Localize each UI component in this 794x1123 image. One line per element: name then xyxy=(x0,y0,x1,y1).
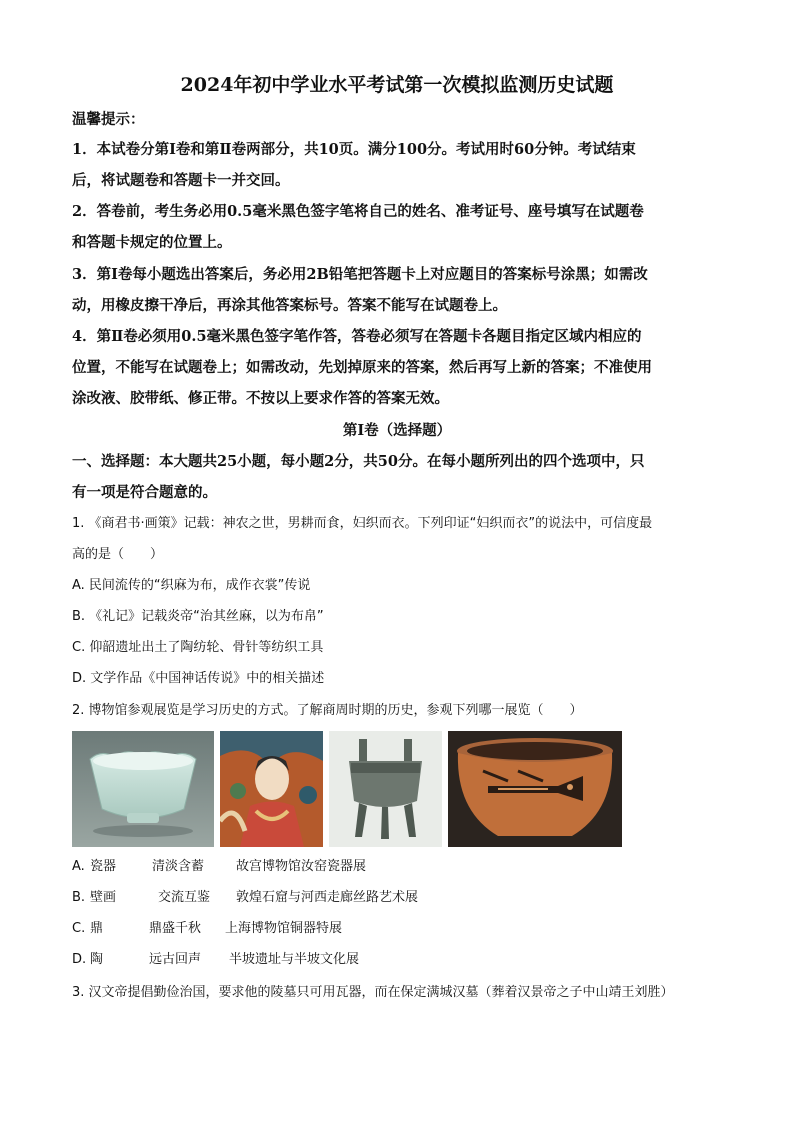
painted-pottery-basin-image xyxy=(448,731,622,847)
q3-stem: 3. 汉文帝提倡勤俭治国，要求他的陵墓只可用瓦器，而在保定满城汉墓（葬着汉景帝之子中山靖王刘胜） xyxy=(72,985,674,1000)
q2-option-d: D. 陶 远古回声 半坡遗址与半坡文化展 xyxy=(72,952,360,967)
q2-option-c: C. 鼎 鼎盛千秋 上海博物馆铜器特展 xyxy=(72,921,343,936)
notice-line: 涂改液、胶带纸、修正带。不按以上要求作答的答案无效。 xyxy=(72,390,449,407)
notice-line: 位置，不能写在试题卷上；如需改动，先划掉原来的答案，然后再写上新的答案；不准使用 xyxy=(72,359,652,376)
notice-line: 3．第Ⅰ卷每小题选出答案后，务必用2B铅笔把答题卡上对应题目的答案标号涂黑；如需改 xyxy=(72,266,648,283)
q1-option-c: C. 仰韶遗址出土了陶纺轮、骨针等纺织工具 xyxy=(72,640,324,655)
q2-option-b: B. 壁画 交流互鉴 敦煌石窟与河西走廊丝路艺术展 xyxy=(72,890,419,905)
bronze-ding-image xyxy=(329,731,442,847)
q1-option-a: A. 民间流传的“织麻为布，成作衣裳”传说 xyxy=(72,578,311,593)
q1-option-b: B. 《礼记》记载炎帝“治其丝麻，以为布帛” xyxy=(72,609,324,624)
q2-stem: 2. 博物馆参观展览是学习历史的方式。了解商周时期的历史，参观下列哪一展览（ ） xyxy=(72,703,583,718)
notice-line: 后，将试题卷和答题卡一并交回。 xyxy=(72,172,290,189)
notice-line: 动，用橡皮擦干净后，再涂其他答案标号。答案不能写在试题卷上。 xyxy=(72,297,507,314)
mural-painting-image xyxy=(220,731,323,847)
q2-option-a: A. 瓷器 清淡含蓄 故宫博物馆汝窑瓷器展 xyxy=(72,859,367,874)
notice-line: 4．第Ⅱ卷必须用0.5毫米黑色签字笔作答，答卷必须写在答题卡各题目指定区域内相应的 xyxy=(72,328,642,345)
notice-line: 1．本试卷分第Ⅰ卷和第Ⅱ卷两部分，共10页。满分100分。考试用时60分钟。考试结束 xyxy=(72,141,636,158)
section-title: 第Ⅰ卷（选择题） xyxy=(342,422,452,439)
section-instruction: 一、选择题：本大题共25小题，每小题2分，共50分。在每小题所列出的四个选项中，只 xyxy=(72,453,645,470)
notice-line: 和答题卡规定的位置上。 xyxy=(72,234,232,251)
notice-line: 2．答卷前，考生务必用0.5毫米黑色签字笔将自己的姓名、准考证号、座号填写在试题卷 xyxy=(72,203,644,220)
q1-stem: 1. 《商君书·画策》记载：神农之世，男耕而食，妇织而衣。下列印证“妇织而衣”的说法中，可信度最 xyxy=(72,516,653,531)
celadon-bowl-image xyxy=(72,731,214,847)
q1-stem: 高的是（ ） xyxy=(72,547,164,562)
section-instruction: 有一项是符合题意的。 xyxy=(72,484,217,501)
q1-option-d: D. 文学作品《中国神话传说》中的相关描述 xyxy=(72,671,325,686)
page-title: 2024年初中学业水平考试第一次模拟监测历史试题 xyxy=(180,74,614,96)
notice-heading: 温馨提示： xyxy=(72,111,145,128)
